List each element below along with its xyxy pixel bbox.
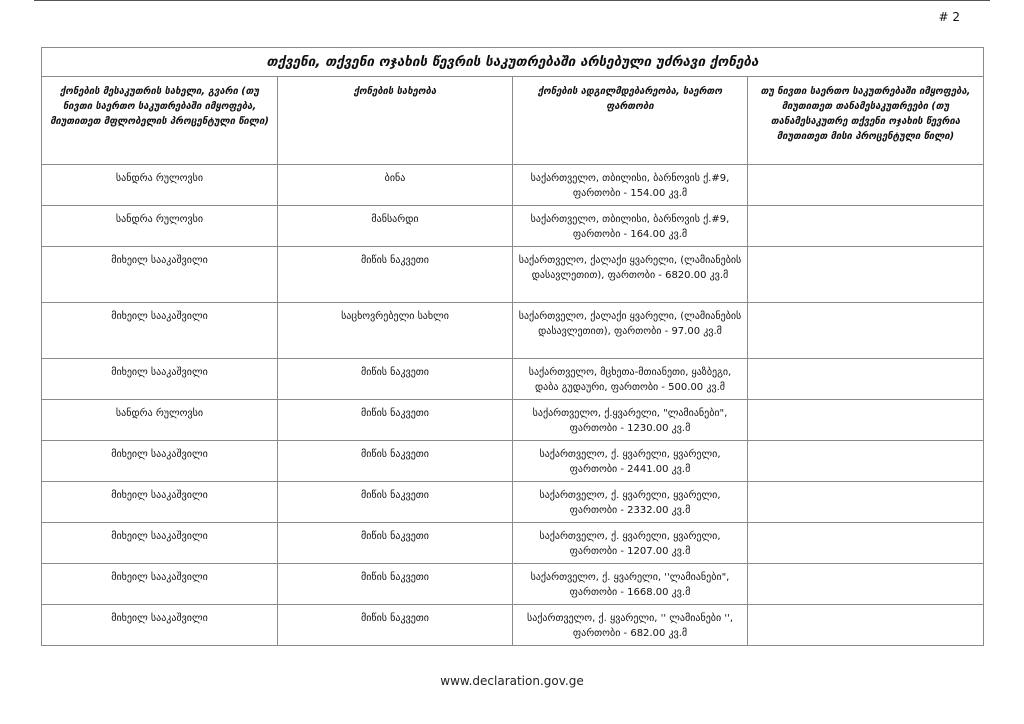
owner-cell: მიხეილ სააკაშვილი: [42, 605, 278, 646]
location-cell: საქართველო, ქ. ყვარელი, ''ლამიანები", ფართობი - 1668.00 კვ.მ: [513, 564, 748, 605]
co-owners-cell: [748, 564, 984, 605]
type-cell: მიწის ნაკვეთი: [278, 523, 513, 564]
location-cell: საქართველო, ქ. ყვარელი, ყვარელი, ფართობი - 1207.00 კვ.მ: [513, 523, 748, 564]
owner-cell: სანდრა რულოვსი: [42, 400, 278, 441]
type-cell: მიწის ნაკვეთი: [278, 564, 513, 605]
type-cell: საცხოვრებელი სახლი: [278, 303, 513, 359]
owner-cell: მიხეილ სააკაშვილი: [42, 482, 278, 523]
type-cell: მიწის ნაკვეთი: [278, 247, 513, 303]
location-cell: საქართველო, ქ.ყვარელი, "ლამიანები", ფართობი - 1230.00 კვ.მ: [513, 400, 748, 441]
table-row: [42, 605, 984, 646]
type-cell: მიწის ნაკვეთი: [278, 605, 513, 646]
table-header-row: [42, 77, 984, 165]
co-owners-cell: [748, 165, 984, 206]
type-cell: მანსარდი: [278, 206, 513, 247]
table-row: [42, 400, 984, 441]
owner-cell: მიხეილ სააკაშვილი: [42, 441, 278, 482]
table-title: თქვენი, თქვენი ოჯახის წევრის საკუთრებაში არსებული უძრავი ქონება: [42, 48, 984, 77]
column-header-location: ქონების ადგილმდებარეობა, საერთო ფართობი: [513, 77, 748, 165]
footer-url: www.declaration.gov.ge: [440, 674, 584, 688]
co-owners-cell: [748, 359, 984, 400]
co-owners-cell: [748, 523, 984, 564]
real-estate-table: [41, 47, 984, 646]
table-row: [42, 359, 984, 400]
table-row: [42, 564, 984, 605]
owner-cell: სანდრა რულოვსი: [42, 206, 278, 247]
table-row: [42, 165, 984, 206]
table-row: [42, 482, 984, 523]
table-row: [42, 523, 984, 564]
location-cell: საქართველო, ქალაქი ყვარელი, (ლამიანების დასავლეთით), ფართობი - 97.00 კვ.მ: [513, 303, 748, 359]
co-owners-cell: [748, 303, 984, 359]
owner-cell: სანდრა რულოვსი: [42, 165, 278, 206]
co-owners-cell: [748, 247, 984, 303]
location-cell: საქართველო, ქალაქი ყვარელი, (ლამიანების დასავლეთით), ფართობი - 6820.00 კვ.მ: [513, 247, 748, 303]
owner-cell: მიხეილ სააკაშვილი: [42, 247, 278, 303]
co-owners-cell: [748, 605, 984, 646]
co-owners-cell: [748, 400, 984, 441]
type-cell: მიწის ნაკვეთი: [278, 482, 513, 523]
owner-cell: მიხეილ სააკაშვილი: [42, 359, 278, 400]
column-header-owner: ქონების მესაკუთრის სახელი, გვარი (თუ ნივთი საერთო საკუთრებაში იმყოფება, მიუთითეთ მფლობელის პროცენტული წილი): [42, 77, 278, 165]
top-divider: [34, 0, 990, 1]
type-cell: ბინა: [278, 165, 513, 206]
owner-cell: მიხეილ სააკაშვილი: [42, 564, 278, 605]
location-cell: საქართველო, მცხეთა-მთიანეთი, ყაზბეგი, დაბა გუდაური, ფართობი - 500.00 კვ.მ: [513, 359, 748, 400]
owner-cell: მიხეილ სააკაშვილი: [42, 303, 278, 359]
location-cell: საქართველო, თბილისი, ბარნოვის ქ.#9, ფართობი - 154.00 კვ.მ: [513, 165, 748, 206]
co-owners-cell: [748, 441, 984, 482]
location-cell: საქართველო, ქ. ყვარელი, '' ლამიანები '', ფართობი - 682.00 კვ.მ: [513, 605, 748, 646]
table-row: [42, 206, 984, 247]
table-row: [42, 441, 984, 482]
co-owners-cell: [748, 482, 984, 523]
location-cell: საქართველო, თბილისი, ბარნოვის ქ.#9, ფართობი - 164.00 კვ.მ: [513, 206, 748, 247]
column-header-co-owners: თუ ნივთი საერთო საკუთრებაში იმყოფება, მიუთითეთ თანამესაკუთრეები (თუ თანამესაკუთრე თქვენი ოჯახის წევრია მიუთითეთ მისი პროცენტული წილი): [748, 77, 984, 165]
table-row: [42, 303, 984, 359]
page-number: # 2: [938, 10, 960, 24]
co-owners-cell: [748, 206, 984, 247]
table-row: [42, 247, 984, 303]
type-cell: მიწის ნაკვეთი: [278, 441, 513, 482]
type-cell: მიწის ნაკვეთი: [278, 400, 513, 441]
location-cell: საქართველო, ქ. ყვარელი, ყვარელი, ფართობი - 2441.00 კვ.მ: [513, 441, 748, 482]
type-cell: მიწის ნაკვეთი: [278, 359, 513, 400]
column-header-type: ქონების სახეობა: [278, 77, 513, 165]
owner-cell: მიხეილ სააკაშვილი: [42, 523, 278, 564]
location-cell: საქართველო, ქ. ყვარელი, ყვარელი, ფართობი - 2332.00 კვ.მ: [513, 482, 748, 523]
